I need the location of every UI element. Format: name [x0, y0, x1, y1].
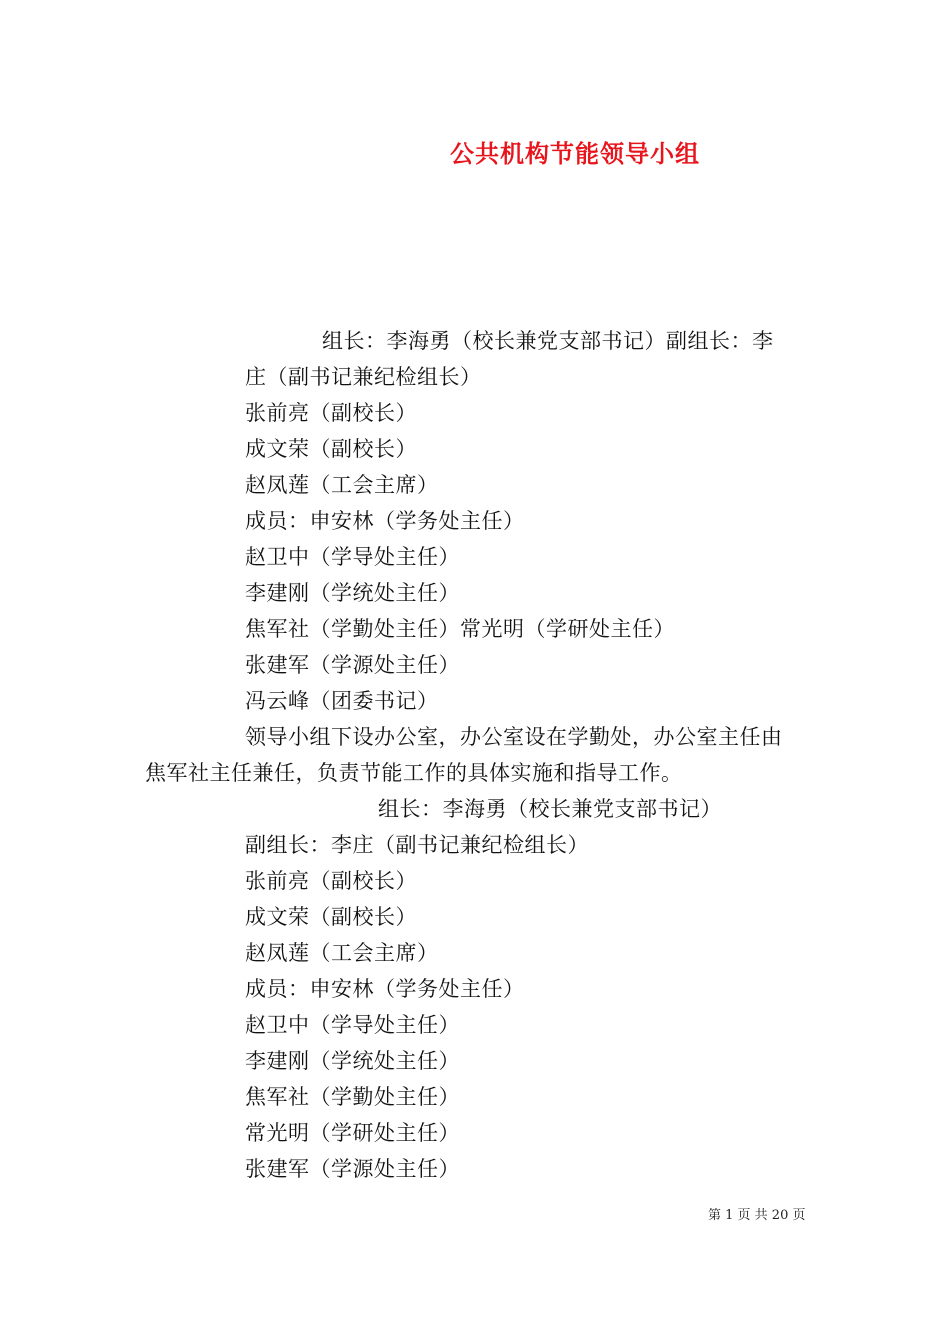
body-line: 冯云峰（团委书记）	[245, 689, 439, 713]
body-line: 焦军社（学勤处主任）	[245, 1085, 460, 1109]
body-line: 成员：申安林（学务处主任）	[245, 977, 525, 1001]
body-line: 常光明（学研处主任）	[245, 1121, 460, 1145]
body-line: 张前亮（副校长）	[245, 401, 417, 425]
body-line: 李建刚（学统处主任）	[245, 1049, 460, 1073]
body-line: 赵凤莲（工会主席）	[245, 941, 439, 965]
body-line: 焦军社主任兼任，负责节能工作的具体实施和指导工作。	[145, 761, 683, 785]
page-number-footer: 第 1 页 共 20 页	[708, 1208, 806, 1223]
body-line: 庄（副书记兼纪检组长）	[245, 365, 482, 389]
body-line: 李建刚（学统处主任）	[245, 581, 460, 605]
body-line: 赵凤莲（工会主席）	[245, 473, 439, 497]
body-line: 张建军（学源处主任）	[245, 653, 460, 677]
body-line: 副组长：李庄（副书记兼纪检组长）	[245, 833, 589, 857]
body-line: 组长：李海勇（校长兼党支部书记）	[378, 797, 722, 821]
body-line: 赵卫中（学导处主任）	[245, 1013, 460, 1037]
document-title: 公共机构节能领导小组	[450, 140, 700, 168]
body-line: 组长：李海勇（校长兼党支部书记）副组长：李	[322, 329, 774, 353]
body-line: 张前亮（副校长）	[245, 869, 417, 893]
body-line: 赵卫中（学导处主任）	[245, 545, 460, 569]
body-line: 成员：申安林（学务处主任）	[245, 509, 525, 533]
body-line: 成文荣（副校长）	[245, 437, 417, 461]
body-line: 领导小组下设办公室，办公室设在学勤处，办公室主任由	[245, 725, 783, 749]
body-line: 成文荣（副校长）	[245, 905, 417, 929]
body-line: 张建军（学源处主任）	[245, 1157, 460, 1181]
body-line: 焦军社（学勤处主任）常光明（学研处主任）	[245, 617, 675, 641]
